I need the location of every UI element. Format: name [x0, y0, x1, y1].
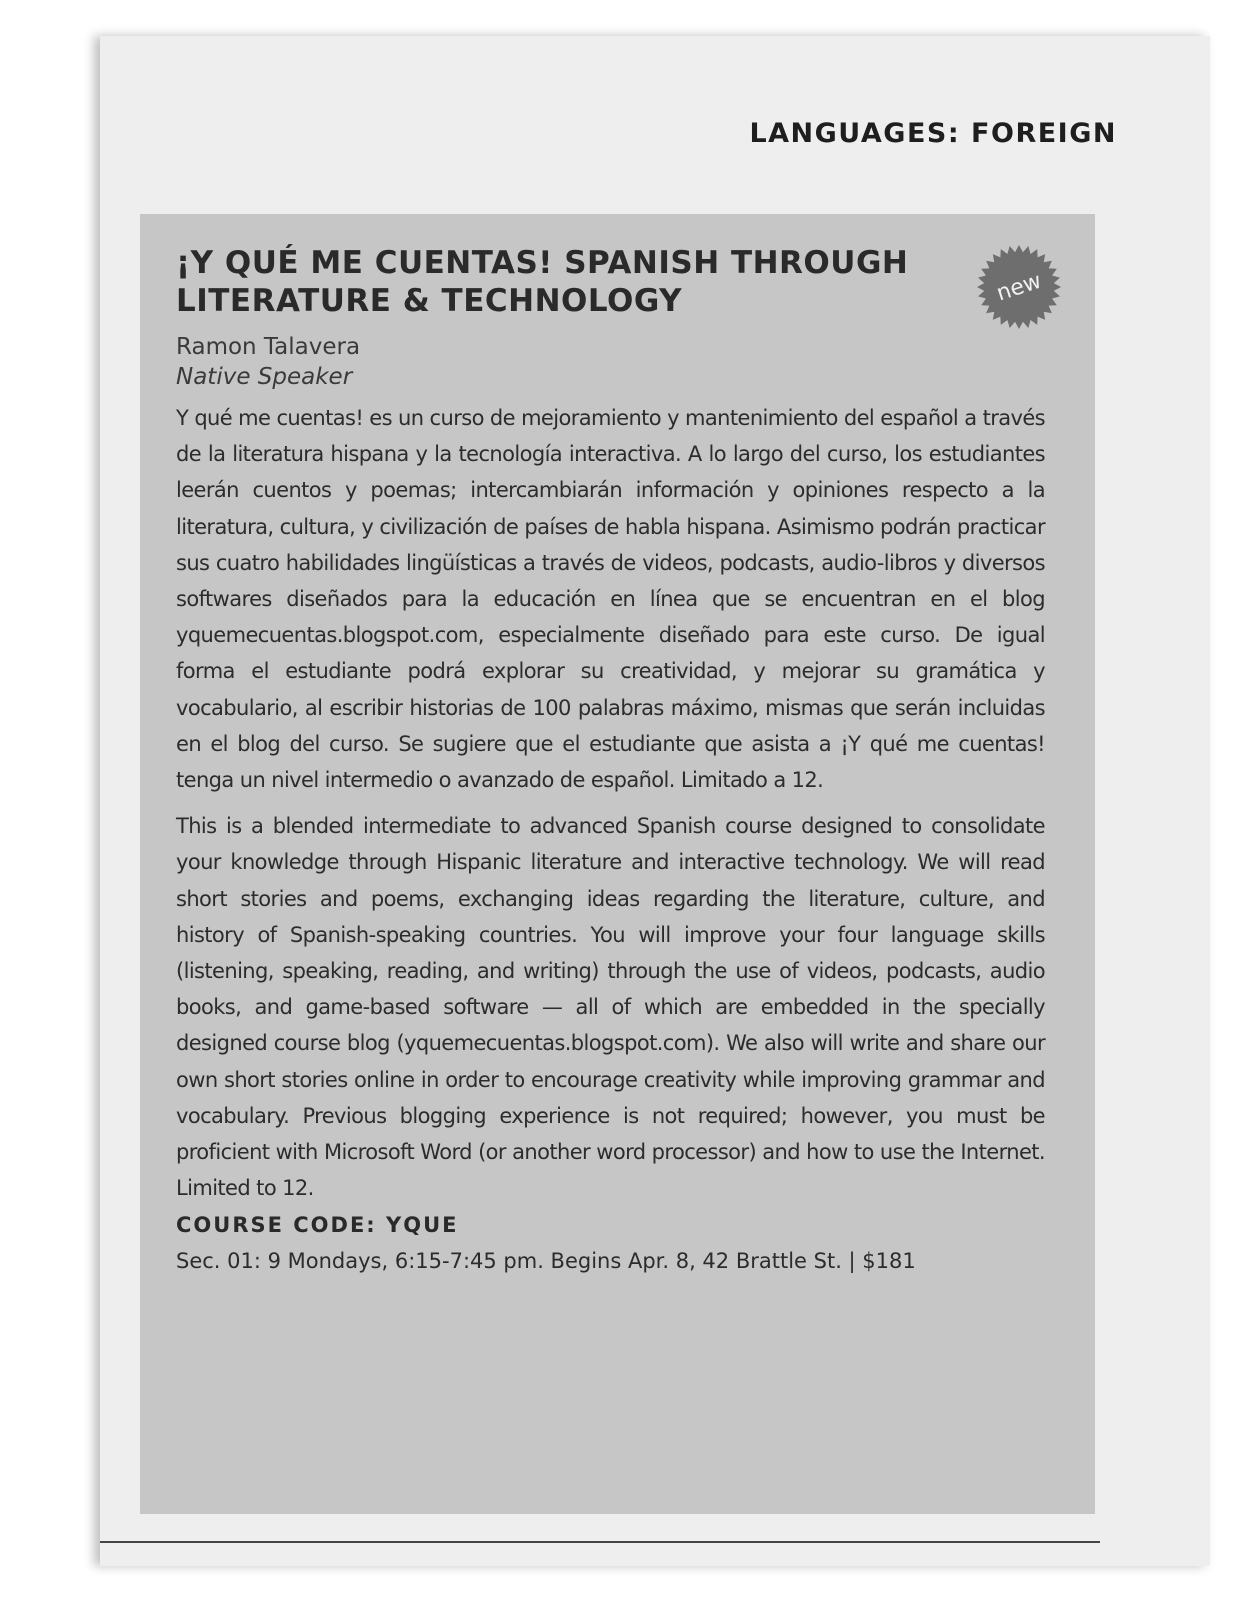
section-header: LANGUAGES: FOREIGN [749, 118, 1117, 149]
new-badge-label: new [993, 268, 1045, 306]
description-spanish: Y qué me cuentas! es un curso de mejoramiento y mantenimiento del español a través de la literatura hispana y la tecnología interactiva. A lo largo del curso, los estudiantes leerán cuentos y poemas; intercambiarán información y opiniones respecto a la literatura, cultura, y civilización de países de habla hispana. Asimismo podrán practicar sus cuatro habilidades lingüísticas a través de videos, podcasts, audio-libros y diversos softwares diseñados para la educación en línea que se encuentran en el blog yquemecuentas.blogspot.com, especialmente diseñado para este curso. De igual forma el estudiante podrá explorar su creatividad, y mejorar su gramática y vocabulario, al escribir historias de 100 palabras máximo, mismas que serán incluidas en el blog del curso. Se sugiere que el estudiante que asista a ¡Y qué me cuentas! tenga un nivel intermedio o avanzado de español. Limitado a 12. [176, 406, 1045, 793]
instructor-name: Ramon Talavera [176, 334, 361, 360]
instructor-role: Native Speaker [176, 364, 353, 390]
bottom-rule [100, 1541, 1100, 1543]
new-badge [976, 244, 1062, 330]
section-info: Sec. 01: 9 Mondays, 6:15-7:45 pm. Begins Apr. 8, 42 Brattle St. | $181 [176, 1249, 916, 1274]
description-english: This is a blended intermediate to advanced Spanish course designed to consolidate your knowledge through Hispanic literature and interactive technology. We will read short stories and poems, exchanging ideas regarding the literature, culture, and history of Spanish-speaking countries. You will improve your four language skills (listening, speaking, reading, and writing) through the use of videos, podcasts, audio books, and game-based software — all of which are embedded in the specially designed course blog (yquemecuentas.​blogspot.com). We also will write and share our own short stories online in order to encourage creativity while improving grammar and vocabulary. Previous blogging experience is not required; however, you must be proficient with Microsoft Word (or another word processor) and how to use the Internet. Limited to 12. [176, 814, 1045, 1201]
course-listing [140, 214, 1095, 1514]
course-title: ¡Y QUÉ ME CUENTAS! SPANISH THROUGH LITERATURE & TECHNOLOGY [176, 245, 909, 319]
course-code: COURSE CODE: YQUE [176, 1213, 459, 1238]
